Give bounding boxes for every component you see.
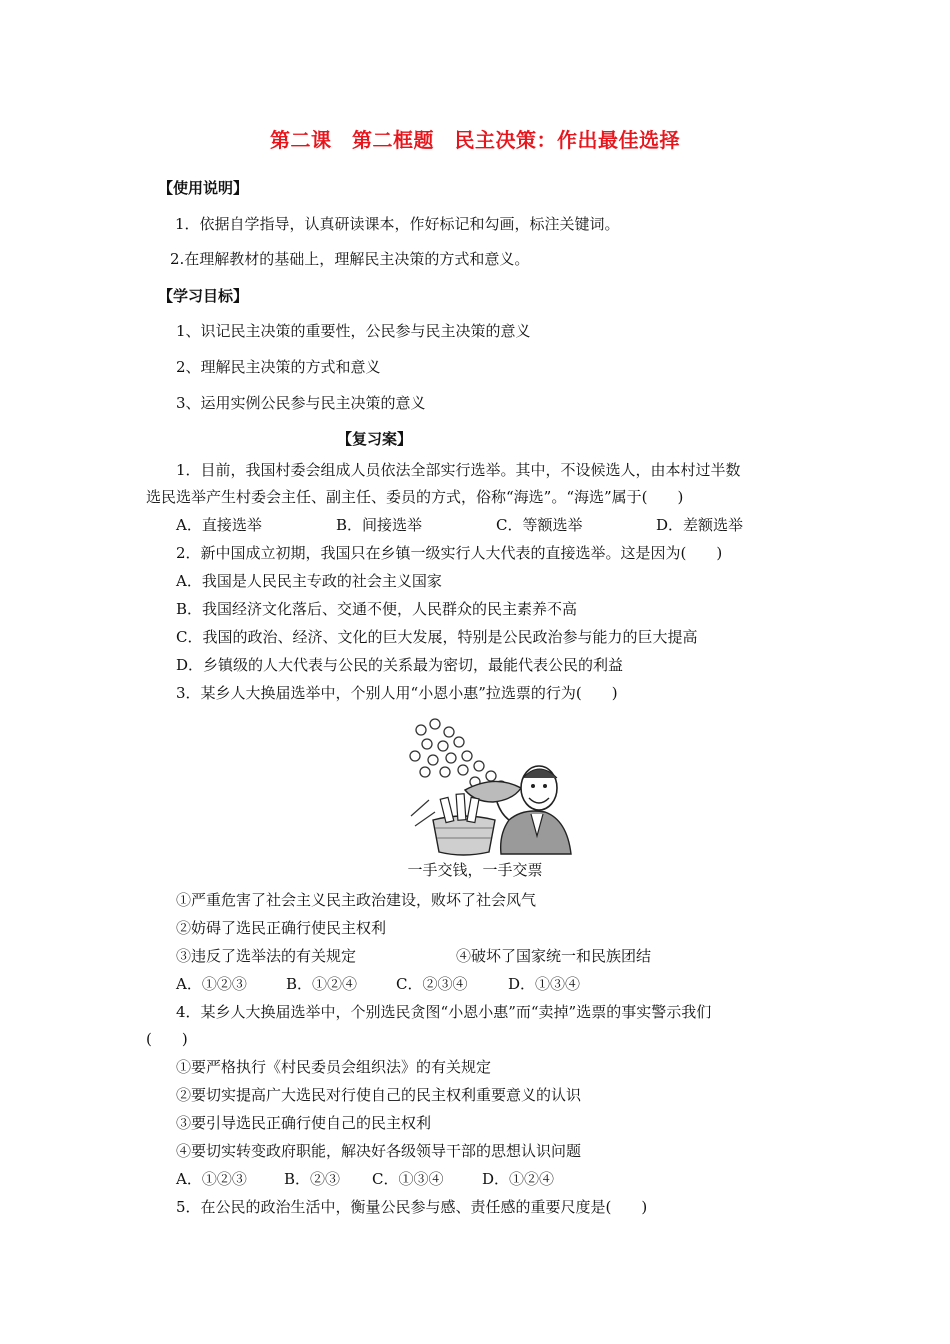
q4-line-2: ( ) (146, 1030, 188, 1048)
q4-option-c: C．①③④ (372, 1170, 444, 1188)
q3-options (176, 974, 580, 994)
vote-buying-cartoon (405, 716, 575, 856)
q2-option-d: D．乡镇级的人大代表与公民的关系最为密切，最能代表公民的利益 (176, 656, 624, 674)
goal-item-2: 2、理解民主决策的方式和意义 (176, 358, 381, 376)
goals-heading: 【学习目标】 (158, 287, 249, 305)
q4-statement-1: ①要严格执行《村民委员会组织法》的有关规定 (176, 1058, 492, 1076)
usage-heading: 【使用说明】 (158, 179, 249, 197)
q2-option-a: A．我国是人民民主专政的社会主义国家 (176, 572, 442, 590)
q1-line-2: 选民选举产生村委会主任、副主任、委员的方式，俗称“海选”。“海选”属于( ) (146, 488, 684, 506)
page-title: 第二课 第二框题 民主决策：作出最佳选择 (270, 128, 680, 152)
q3-option-a: A．①②③ (176, 975, 247, 993)
q5-stem: 5．在公民的政治生活中，衡量公民参与感、责任感的重要尺度是( ) (176, 1198, 648, 1216)
q3-option-c: C．②③④ (396, 975, 468, 993)
q1-option-d: D．差额选举 (656, 516, 744, 534)
q4-statement-3: ③要引导选民正确行使自己的民主权利 (176, 1114, 432, 1132)
q1-line-1: 1．目前，我国村委会组成人员依法全部实行选举。其中，不设候选人，由本村过半数 (176, 461, 741, 479)
q3-statement-4: ④破坏了国家统一和民族团结 (456, 947, 652, 965)
review-heading: 【复习案】 (337, 430, 413, 448)
goal-item-1: 1、识记民主决策的重要性，公民参与民主决策的意义 (176, 322, 531, 340)
usage-item-2: 2.在理解教材的基础上，理解民主决策的方式和意义。 (170, 250, 530, 268)
q1-option-a: A．直接选举 (176, 516, 262, 534)
q1-options (176, 515, 743, 535)
q3-stem: 3．某乡人大换届选举中，个别人用“小恩小惠”拉选票的行为( ) (176, 684, 618, 702)
q2-stem: 2．新中国成立初期，我国只在乡镇一级实行人大代表的直接选举。这是因为( ) (176, 544, 723, 562)
q2-option-b: B．我国经济文化落后、交通不便，人民群众的民主素养不高 (176, 600, 578, 618)
q1-option-c: C．等额选举 (496, 516, 583, 534)
q4-statement-2: ②要切实提高广大选民对行使自己的民主权利重要意义的认识 (176, 1086, 582, 1104)
q3-statement-2: ②妨碍了选民正确行使民主权利 (176, 919, 387, 937)
q4-option-a: A．①②③ (176, 1170, 247, 1188)
q3-option-b: B．①②④ (286, 975, 358, 993)
q3-statement-1: ①严重危害了社会主义民主政治建设，败坏了社会风气 (176, 891, 537, 909)
q4-options (176, 1169, 554, 1189)
q3-statement-3: ③违反了选举法的有关规定 (176, 947, 357, 965)
q3-option-d: D．①③④ (508, 975, 581, 993)
cartoon-caption: 一手交钱，一手交票 (407, 861, 543, 879)
usage-item-1: 1．依据自学指导，认真研读课本，作好标记和勾画，标注关键词。 (175, 215, 620, 233)
q2-option-c: C．我国的政治、经济、文化的巨大发展，特别是公民政治参与能力的巨大提高 (176, 628, 698, 646)
q4-option-d: D．①②④ (482, 1170, 555, 1188)
q4-option-b: B．②③ (284, 1170, 341, 1188)
q4-line-1: 4．某乡人大换届选举中，个别选民贪图“小恩小惠”而“卖掉”选票的事实警示我们 (176, 1003, 712, 1021)
goal-item-3: 3、运用实例公民参与民主决策的意义 (176, 394, 426, 412)
q4-statement-4: ④要切实转变政府职能，解决好各级领导干部的思想认识问题 (176, 1142, 582, 1160)
q1-option-b: B．间接选举 (336, 516, 423, 534)
